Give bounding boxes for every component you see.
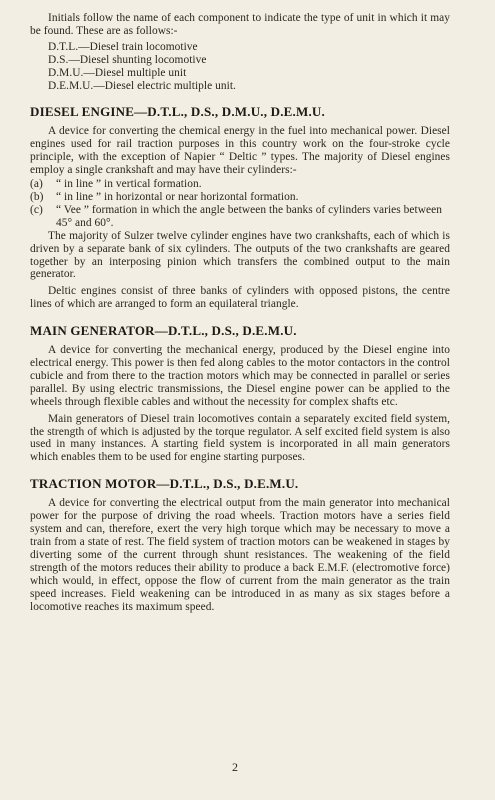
cylinder-formation-list (30, 178, 450, 230)
list-marker: (a) (30, 178, 43, 191)
list-item: D.T.L.—Diesel train locomotive (48, 40, 198, 53)
list-item (30, 178, 450, 191)
section-heading-main-generator: MAIN GENERATOR—D.T.L., D.S., D.E.M.U. (30, 323, 297, 339)
list-item-text: “ Vee ” formation in which the angle between the banks of cylinders varies between 45° and 60°. (56, 203, 442, 229)
diesel-engine-paragraph-2: The majority of Sulzer twelve cylinder engines have two crankshafts, each of which is driven by a separate bank of six cylinders. The outputs of the two crankshafts are geared together by an interposing pinion which transfers the combined output to the main generator. (30, 229, 450, 281)
page-number: 2 (232, 760, 238, 774)
list-item: D.M.U.—Diesel multiple unit (48, 66, 187, 79)
list-marker: (b) (30, 190, 44, 203)
list-item (30, 191, 450, 204)
list-marker: (c) (30, 203, 43, 216)
traction-motor-paragraph-1: A device for converting the electrical output from the main generator into mechanical power for the purpose of driving the road wheels. Traction motors have a series field system and can, therefore, exert the very high torque which may be necessary to move a train from a state of rest. The field system of traction motors can be weakened in stages by diverting some of the current through shunt resistances. The weakening of the field strength of the motors reduces their ability to produce a back E.M.F. (electromotive force) which would, in effect, oppose the flow of current from the main generator as the train speed increases. Field weakening can be introduced in as many as six stages before a locomotive reaches its maximum speed. (30, 497, 450, 613)
section-heading-diesel-engine: DIESEL ENGINE—D.T.L., D.S., D.M.U., D.E.M.U. (30, 104, 325, 120)
page-content (30, 12, 450, 613)
diesel-engine-paragraph-3: Deltic engines consist of three banks of cylinders with opposed pistons, the centre lines of which are arranged to form an equilateral triangle. (30, 285, 450, 311)
diesel-engine-paragraph-1: A device for converting the chemical energy in the fuel into mechanical power. Diesel engines used for rail traction purposes in this country work on the four-stroke cycle principle, with the exception of Napier “ Deltic ” types. The majority of Diesel engines employ a single crankshaft and may have their cylinders:- (30, 125, 450, 177)
list-item-text: “ in line ” in vertical formation. (56, 178, 202, 191)
list-item: D.E.M.U.—Diesel electric multiple unit. (48, 79, 236, 92)
unit-abbreviation-list (48, 41, 450, 93)
section-heading-traction-motor: TRACTION MOTOR—D.T.L., D.S., D.E.M.U. (30, 476, 299, 492)
main-generator-paragraph-2: Main generators of Diesel train locomotives contain a separately excited field system, the strength of which is adjusted by the torque regulator. A self excited field system is also used in many instances. A starting field system is incorporated in all main generators which enables them to be used for engine starting purposes. (30, 412, 450, 464)
intro-paragraph: Initials follow the name of each component to indicate the type of unit in which it may be found. These are as follows:- (30, 12, 450, 37)
list-item: D.S.—Diesel shunting locomotive (48, 53, 207, 66)
main-generator-paragraph-1: A device for converting the mechanical energy, produced by the Diesel engine into electrical energy. This power is then fed along cables to the motor contactors in the control cubicle and from there to the traction motors which may be connected in parallel or series parallel. By using electric transmissions, the Diesel engine power can be applied to the wheels through flexible cables and without the necessity for complex shafts etc. (30, 344, 450, 408)
list-item (30, 204, 450, 230)
list-item-text: “ in line ” in horizontal or near horizontal formation. (56, 190, 299, 203)
